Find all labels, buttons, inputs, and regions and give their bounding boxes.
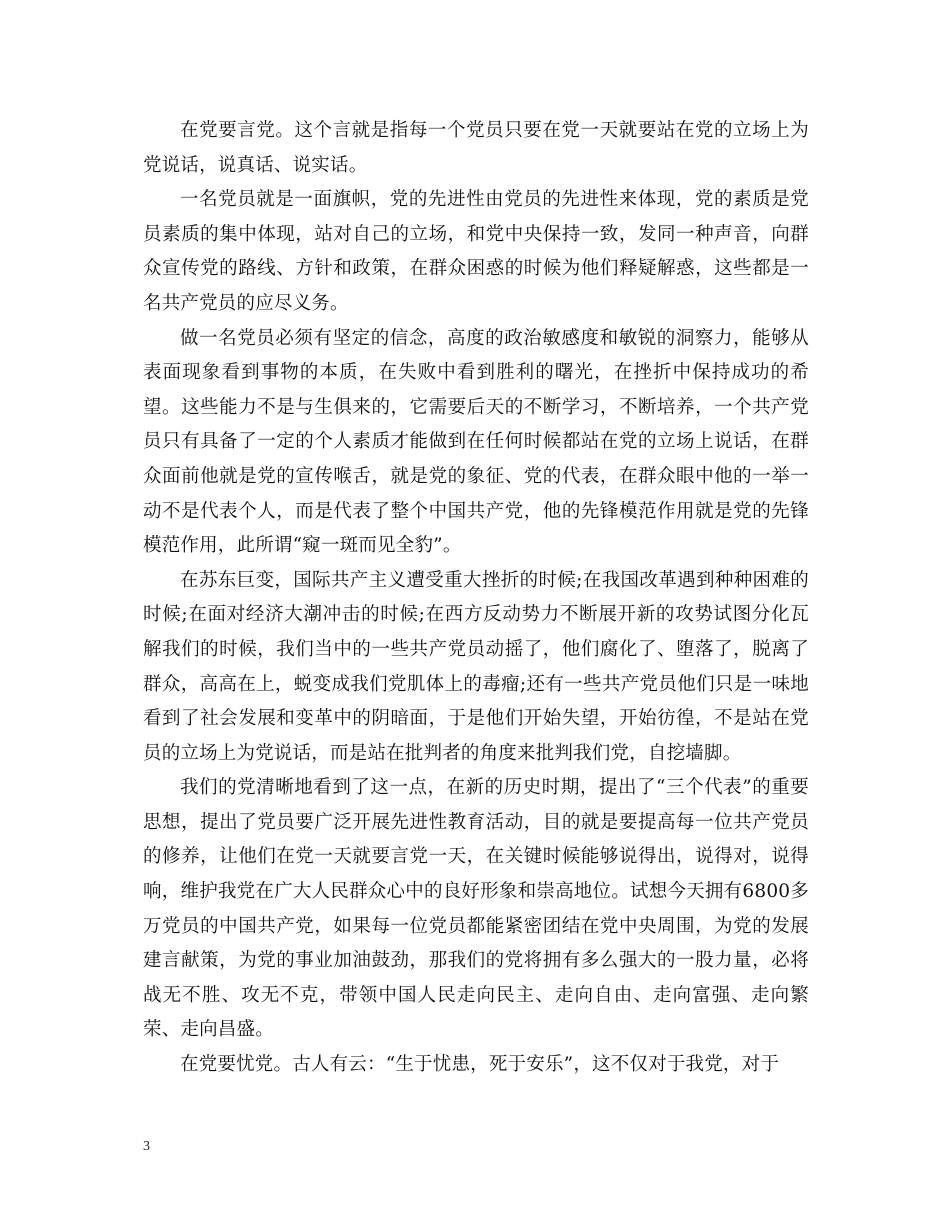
paragraph-4: 在苏东巨变，国际共产主义遭受重大挫折的时候;在我国改革遇到种种困难的时候;在面对经济大潮冲击的时候;在西方反动势力不断展开新的攻势试图分化瓦解我们的时候，我们当中的一些共产党员动摇了，他们腐化了、堕落了，脱离了群众，高高在上，蜕变成我们党肌体上的毒瘤;还有一些共产党员他们只是一味地看到了社会发展和变革中的阴暗面，于是他们开始失望，开始彷徨，不是站在党员的立场上为党说话，而是站在批判者的角度来批判我们党，自挖墙脚。 xyxy=(143,569,809,764)
page-number: 3 xyxy=(143,1139,150,1154)
paragraph-1: 在党要言党。这个言就是指每一个党员只要在党一天就要站在党的立场上为党说话，说真话、说实话。 xyxy=(143,120,809,176)
body-text xyxy=(143,114,809,1083)
paragraph-5: 我们的党清晰地看到了这一点，在新的历史时期，提出了“三个代表”的重要思想，提出了党员要广泛开展先进性教育活动，目的就是要提高每一位共产党员的修养，让他们在党一天就要言党一天，在关键时候能够说得出，说得对，说得响，维护我党在广大人民群众心中的良好形象和崇高地位。试想今天拥有6800多万党员的中国共产党，如果每一位党员都能紧密团结在党中央周围，为党的发展建言献策，为党的事业加油鼓劲，那我们的党将拥有多么强大的一股力量，必将战无不胜、攻无不克，带领中国人民走向民主、走向自由、走向富强、走向繁荣、走向昌盛。 xyxy=(143,777,809,1041)
paragraph-2: 一名党员就是一面旗帜，党的先进性由党员的先进性来体现，党的素质是党员素质的集中体现，站对自己的立场，和党中央保持一致，发同一种声音，向群众宣传党的路线、方针和政策，在群众困惑的时候为他们释疑解惑，这些都是一名共产党员的应尽义务。 xyxy=(143,189,809,314)
paragraph-6: 在党要忧党。古人有云：“生于忧患，死于安乐”，这不仅对于我党，对于 xyxy=(180,1054,780,1076)
paragraph-3: 做一名党员必须有坚定的信念，高度的政治敏感度和敏锐的洞察力，能够从表面现象看到事物的本质，在失败中看到胜利的曙光，在挫折中保持成功的希望。这些能力不是与生俱来的，它需要后天的不断学习，不断培养，一个共产党员只有具备了一定的个人素质才能做到在任何时候都站在党的立场上说话，在群众面前他就是党的宣传喉舌，就是党的象征、党的代表，在群众眼中他的一举一动不是代表个人，而是代表了整个中国共产党，他的先锋模范作用就是党的先锋模范作用，此所谓“窥一斑而见全豹”。 xyxy=(143,327,809,557)
